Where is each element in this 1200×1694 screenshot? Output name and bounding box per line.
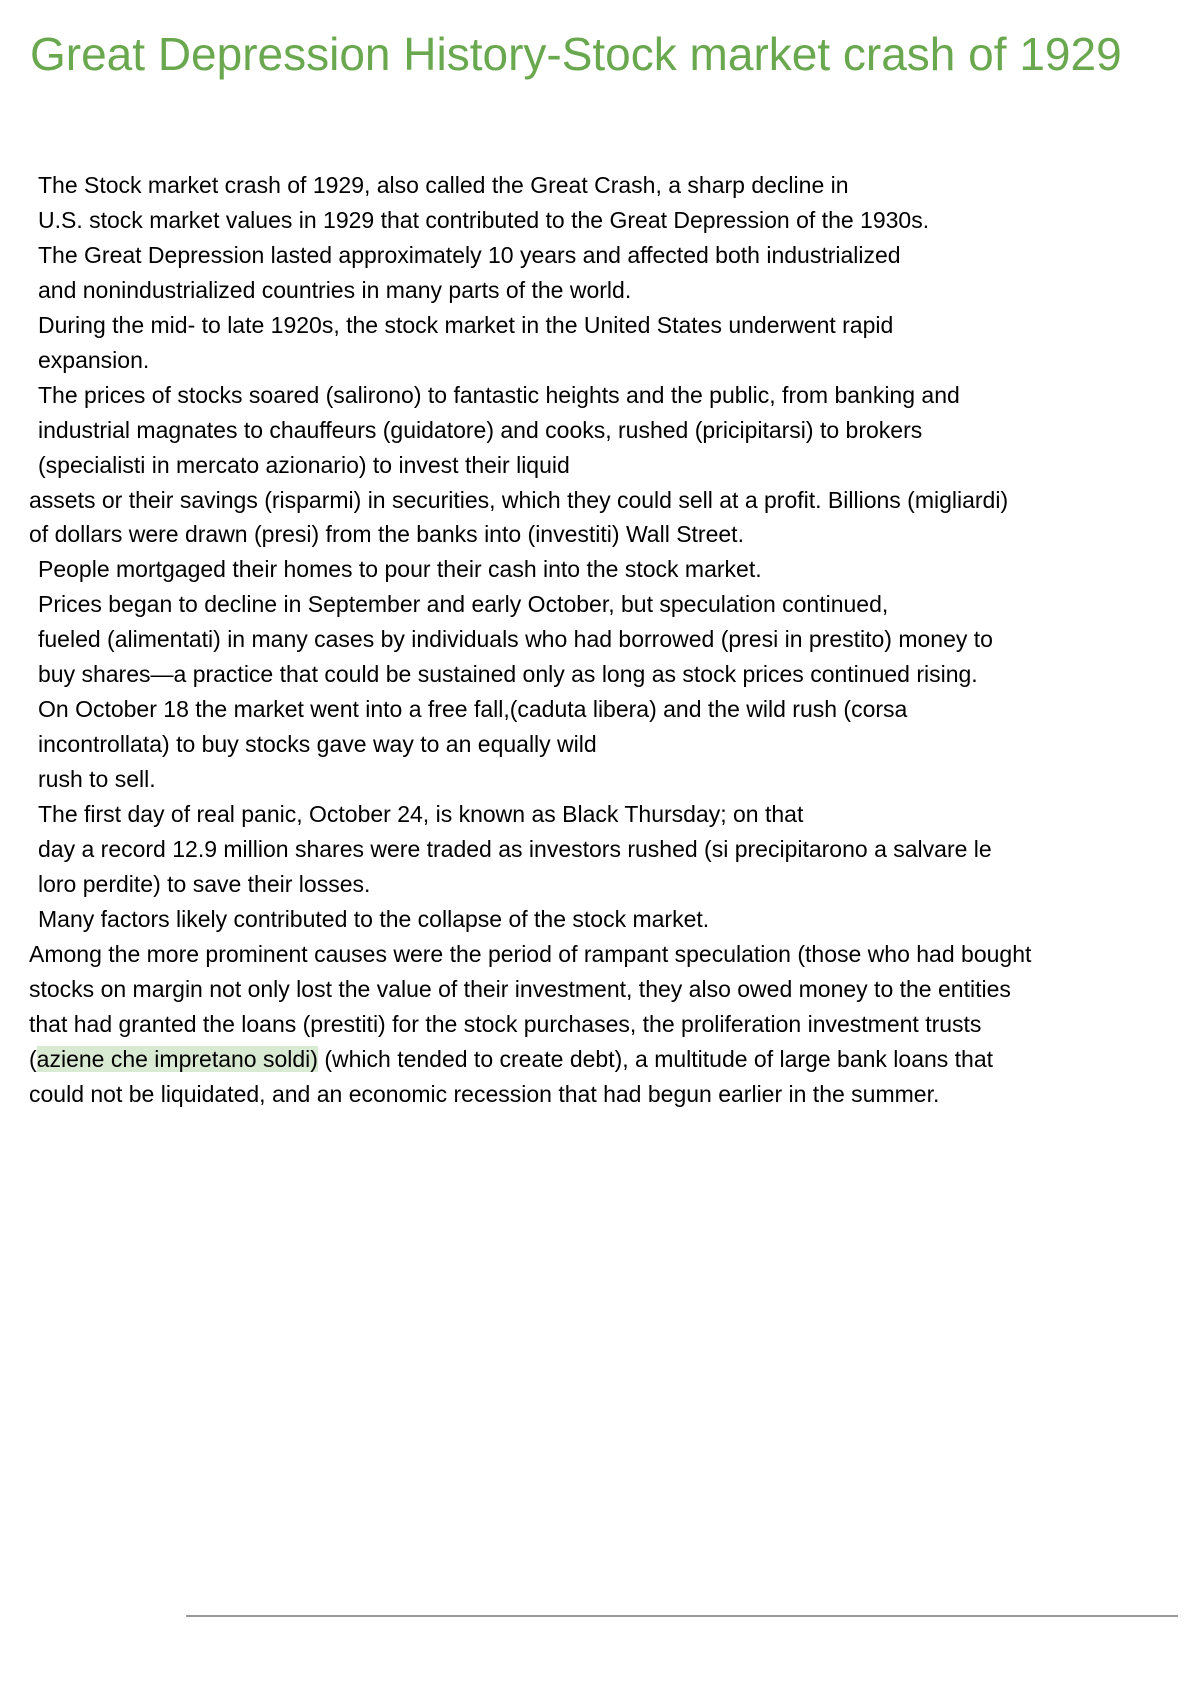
text-line: The Stock market crash of 1929, also called the Great Crash, a sharp decline in [38,172,849,198]
text-line: On October 18 the market went into a free fall,(caduta libera) and the wild rush (corsa [38,696,908,722]
text-line: The first day of real panic, October 24, is known as Black Thursday; on that [38,801,804,827]
text-segment: (which tended to create debt), a multitude of large bank loans that [317,1046,994,1072]
text-line: The prices of stocks soared (salirono) to fantastic heights and the public, from banking and [38,382,960,408]
text-line: expansion. [38,347,150,373]
text-line: day a record 12.9 million shares were traded as investors rushed (si precipitarono a salvare le [38,836,992,862]
text-line: of dollars were drawn (presi) from the banks into (investiti) Wall Street. [29,521,744,547]
text-line: that had granted the loans (prestiti) for the stock purchases, the proliferation investment trusts [29,1011,982,1037]
text-line: fueled (alimentati) in many cases by individuals who had borrowed (presi in prestito) money to [38,626,993,652]
text-line: stocks on margin not only lost the value of their investment, they also owed money to the entities [29,976,1011,1002]
text-line: assets or their savings (risparmi) in securities, which they could sell at a profit. Billions (migliardi) [29,487,1009,513]
text-segment: ( [29,1046,37,1072]
text-line: loro perdite) to save their losses. [38,871,371,897]
text-line-highlighted [29,1044,993,1074]
text-line: Prices began to decline in September and early October, but speculation continued, [38,591,889,617]
text-line: Many factors likely contributed to the collapse of the stock market. [38,906,710,932]
text-line: rush to sell. [38,766,156,792]
text-line: could not be liquidated, and an economic recession that had begun earlier in the summer. [29,1081,940,1107]
text-line: incontrollata) to buy stocks gave way to an equally wild [38,731,597,757]
page-title: Great Depression History-Stock market crash of 1929 [30,28,1122,80]
text-line: and nonindustrialized countries in many parts of the world. [38,277,632,303]
text-line: People mortgaged their homes to pour their cash into the stock market. [38,556,762,582]
text-line: The Great Depression lasted approximately 10 years and affected both industrialized [38,242,901,268]
footer-divider [186,1615,1178,1617]
text-line: buy shares—a practice that could be sustained only as long as stock prices continued rising. [38,661,978,687]
text-line: Among the more prominent causes were the period of rampant speculation (those who had bought [29,941,1032,967]
text-line: During the mid- to late 1920s, the stock market in the United States underwent rapid [38,312,894,338]
text-line: industrial magnates to chauffeurs (guidatore) and cooks, rushed (pricipitarsi) to brokers [38,417,923,443]
text-line: (specialisti in mercato azionario) to invest their liquid [38,452,570,478]
text-line: U.S. stock market values in 1929 that contributed to the Great Depression of the 1930s. [38,207,930,233]
highlighted-text: aziene che impretano soldi) [36,1046,318,1072]
